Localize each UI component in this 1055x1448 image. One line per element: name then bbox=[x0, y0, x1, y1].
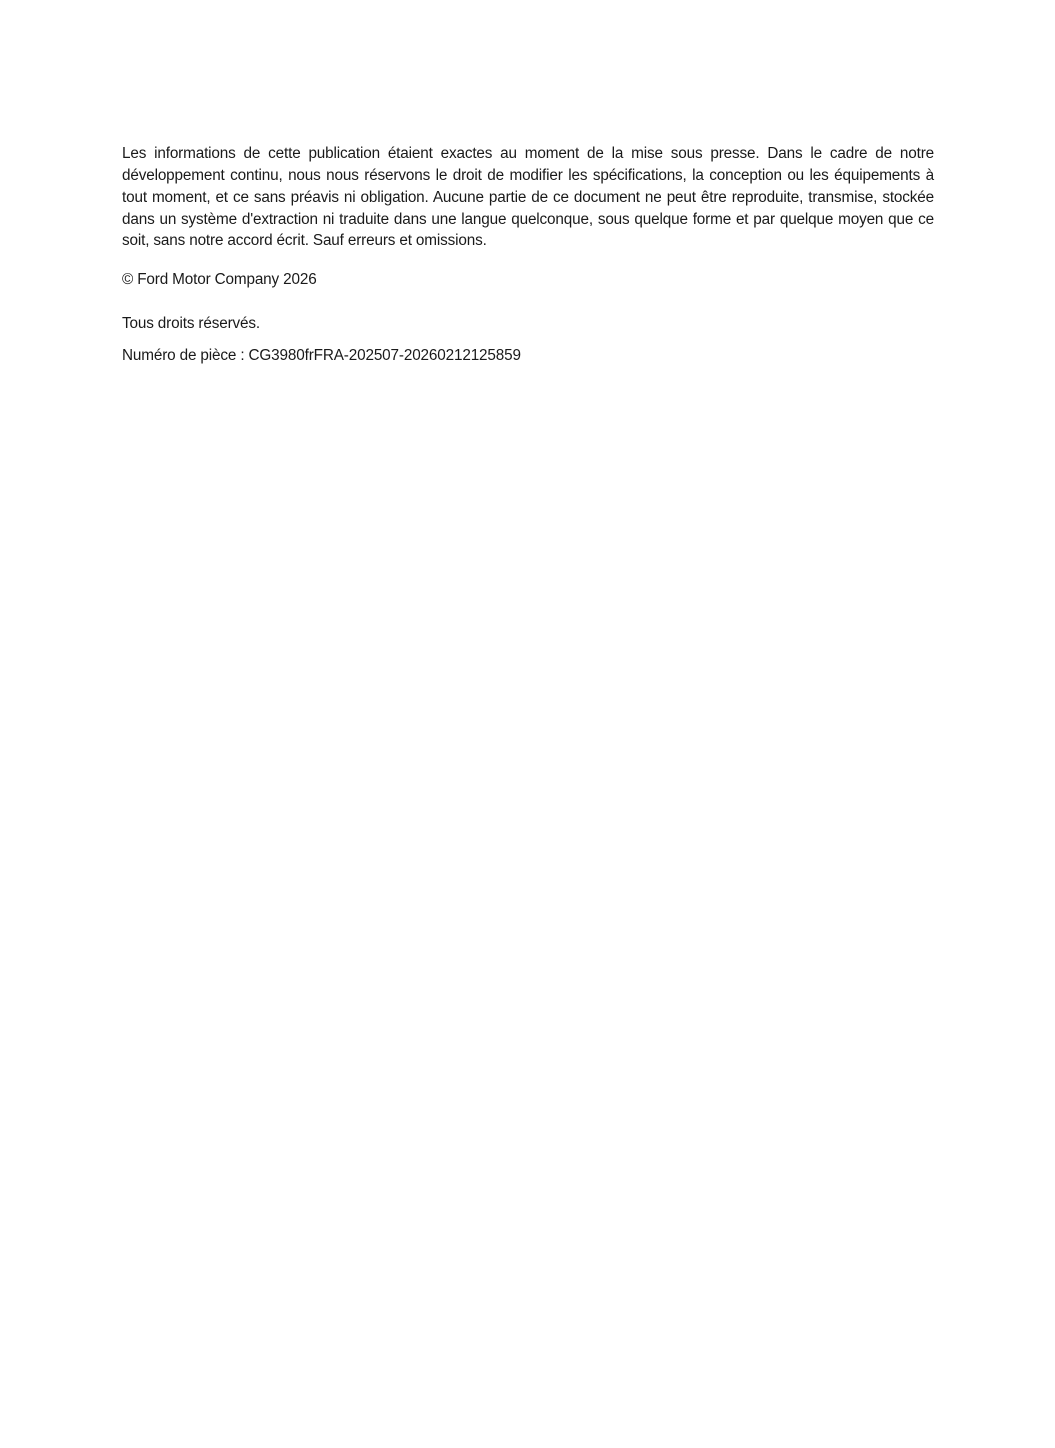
legal-notice-block bbox=[122, 143, 934, 367]
rights-reserved-text: Tous droits réservés. bbox=[122, 315, 260, 333]
part-number-text: Numéro de pièce : CG3980frFRA-202507-20260212125859 bbox=[122, 347, 521, 365]
copyright-text: © Ford Motor Company 2026 bbox=[122, 271, 317, 289]
publication-disclaimer-text: Les informations de cette publication étaient exactes au moment de la mise sous presse. Dans le cadre de notre développement continu, nous nous réservons le droit de modifier les spécifications, la conception ou les équipements à tout moment, et ce sans préavis ni obligation. Aucune partie de ce document ne peut être reproduite, transmise, stockée dans un système d'extraction ni traduite dans une langue quelconque, sous quelque forme et par quelque moyen que ce soit, sans notre accord écrit. Sauf erreurs et omissions. bbox=[122, 145, 934, 250]
